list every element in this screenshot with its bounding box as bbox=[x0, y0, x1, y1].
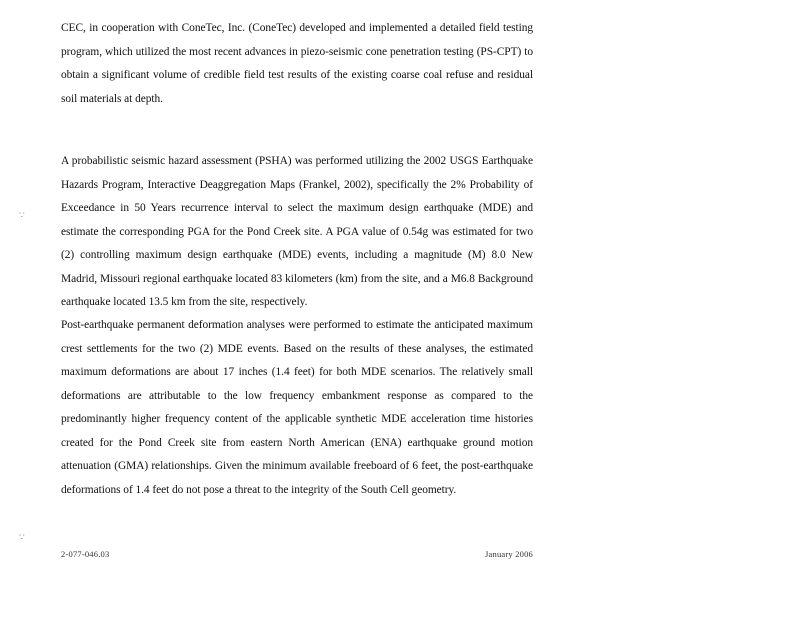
paragraph-field-testing: CEC, in cooperation with ConeTec, Inc. (ConeTec) developed and implemented a detailed field testing program, which utilized the most recent advances in piezo-seismic cone penetration testing (PS-CPT) to obtain a significant volume of credible field test results of the existing coarse coal refuse and residual soil materials at depth. bbox=[61, 22, 533, 105]
scan-speck-mark: ∵ bbox=[19, 210, 25, 220]
scan-speck-mark: ∵ bbox=[19, 532, 25, 542]
footer-project-number: 2-077-046.03 bbox=[61, 549, 110, 559]
footer-date: January 2006 bbox=[485, 549, 533, 559]
paragraph-deformation-analysis: Post-earthquake permanent deformation analyses were performed to estimate the anticipated maximum crest settlements for the two (2) MDE events. Based on the results of these analyses, the estimated maximum deformations are about 17 inches (1.4 feet) for both MDE scenarios. The relatively small deformations are attributable to the low frequency embankment response as compared to the predominantly higher frequency content of the applicable synthetic MDE acceleration time histories created for the Pond Creek site from eastern North American (ENA) earthquake ground motion attenuation (GMA) relationships. Given the minimum available freeboard of 6 feet, the post-earthquake deformations of 1.4 feet do not pose a threat to the integrity of the South Cell geometry. bbox=[61, 319, 533, 496]
paragraph-seismic-hazard: A probabilistic seismic hazard assessment (PSHA) was performed utilizing the 2002 USGS Earthquake Hazards Program, Interactive Deaggregation Maps (Frankel, 2002), specifically the 2% Probability of Exceedance in 50 Years recurrence interval to select the maximum design earthquake (MDE) and estimate the corresponding PGA for the Pond Creek site. A PGA value of 0.54g was estimated for two (2) controlling maximum design earthquake (MDE) events, including a magnitude (M) 8.0 New Madrid, Missouri regional earthquake located 83 kilometers (km) from the site, and a M6.8 Background earthquake located 13.5 km from the site, respectively. bbox=[61, 155, 533, 308]
